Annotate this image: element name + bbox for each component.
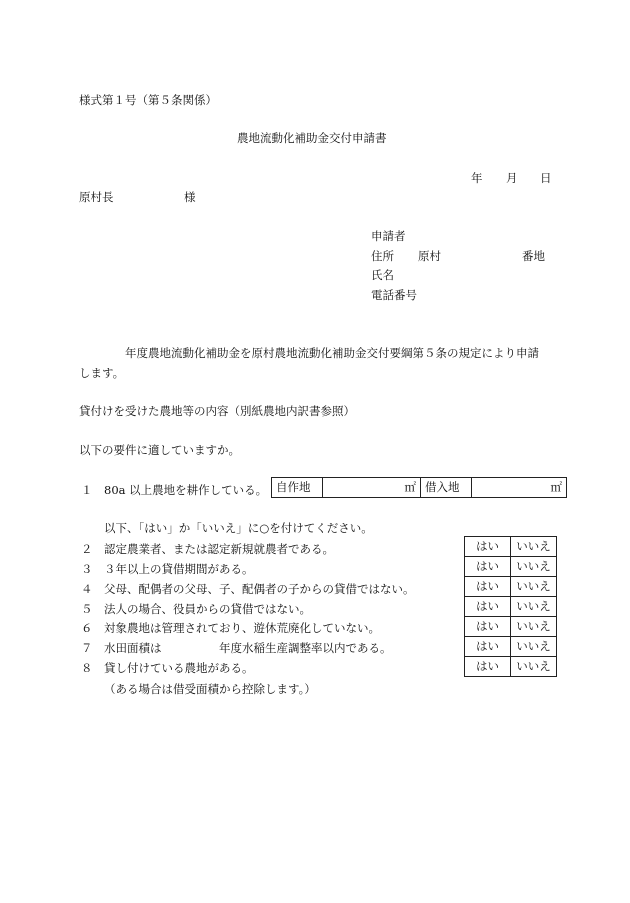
item-number: ８	[81, 661, 93, 675]
no-option[interactable]: いいえ	[511, 577, 557, 597]
date-day-label: 日	[540, 171, 552, 185]
area-table	[271, 477, 567, 498]
addressee-name: 原村長	[79, 190, 114, 204]
yes-option[interactable]: はい	[465, 617, 511, 637]
date-year-label: 年	[471, 171, 483, 185]
no-option[interactable]: いいえ	[511, 597, 557, 617]
no-option[interactable]: いいえ	[511, 617, 557, 637]
item-text: 法人の場合、役員からの貸借ではない。	[104, 602, 311, 616]
yes-option[interactable]: はい	[465, 577, 511, 597]
item-number: ３	[81, 562, 93, 576]
item-number: ６	[81, 621, 93, 635]
item-text: 認定農業者、または認定新規就農者である。	[104, 542, 334, 556]
yes-option[interactable]: はい	[465, 557, 511, 577]
address-village: 原村	[418, 249, 441, 263]
item-text: 父母、配偶者の父母、子、配偶者の子からの貸借ではない。	[104, 582, 415, 596]
table-row	[465, 637, 557, 657]
date-month-label: 月	[506, 171, 518, 185]
table-row	[465, 657, 557, 677]
own-land-area-field[interactable]	[323, 478, 421, 498]
own-land-label: 自作地	[272, 478, 323, 498]
no-option[interactable]: いいえ	[511, 537, 557, 557]
address-label: 住所	[371, 249, 394, 263]
yes-option[interactable]: はい	[465, 537, 511, 557]
yes-option[interactable]: はい	[465, 637, 511, 657]
note-text: （ある場合は借受面積から控除します。）	[104, 682, 316, 696]
form-number: 様式第１号（第５条関係）	[79, 93, 217, 107]
item-number: ５	[81, 602, 93, 616]
question-intro: 以下の要件に適していますか。	[79, 443, 240, 457]
addressee-honorific: 様	[184, 190, 196, 204]
table-row	[465, 617, 557, 637]
rented-land-label: 借入地	[421, 478, 472, 498]
item-number: ２	[81, 542, 93, 556]
item-text: 水田面積は 年度水稲生産調整率以内である。	[104, 641, 392, 655]
phone-label: 電話番号	[371, 288, 417, 302]
rented-land-area-field[interactable]	[472, 478, 567, 498]
applicant-heading: 申請者	[371, 229, 406, 243]
address-banchi: 番地	[522, 249, 545, 263]
document-title: 農地流動化補助金交付申請書	[237, 131, 387, 145]
name-label: 氏名	[371, 268, 394, 282]
item-number: ４	[81, 582, 93, 596]
item-number: ７	[81, 641, 93, 655]
yes-no-table	[464, 536, 557, 677]
table-row	[465, 537, 557, 557]
item-text: 80a 以上農地を耕作している。	[104, 483, 268, 497]
item-text: ３年以上の貸借期間がある。	[104, 562, 254, 576]
yes-option[interactable]: はい	[465, 597, 511, 617]
content-reference: 貸付けを受けた農地等の内容（別紙農地内訳書参照）	[79, 404, 355, 418]
own-land-unit: ㎡	[404, 480, 416, 494]
table-row	[465, 577, 557, 597]
table-row	[465, 597, 557, 617]
body-text-line2: します。	[79, 366, 125, 380]
no-option[interactable]: いいえ	[511, 637, 557, 657]
table-row	[465, 557, 557, 577]
no-option[interactable]: いいえ	[511, 657, 557, 677]
yes-option[interactable]: はい	[465, 657, 511, 677]
item-text: 貸し付けている農地がある。	[104, 661, 254, 675]
rented-land-unit: ㎡	[550, 480, 562, 494]
item-number: １	[81, 483, 93, 497]
no-option[interactable]: いいえ	[511, 557, 557, 577]
body-text-line1: 年度農地流動化補助金を原村農地流動化補助金交付要綱第５条の規定により申請	[125, 346, 539, 360]
item-text: 対象農地は管理されており、遊休荒廃化していない。	[104, 621, 380, 635]
instruction-text: 以下、「はい」か「いいえ」に○を付けてください。	[104, 521, 373, 535]
